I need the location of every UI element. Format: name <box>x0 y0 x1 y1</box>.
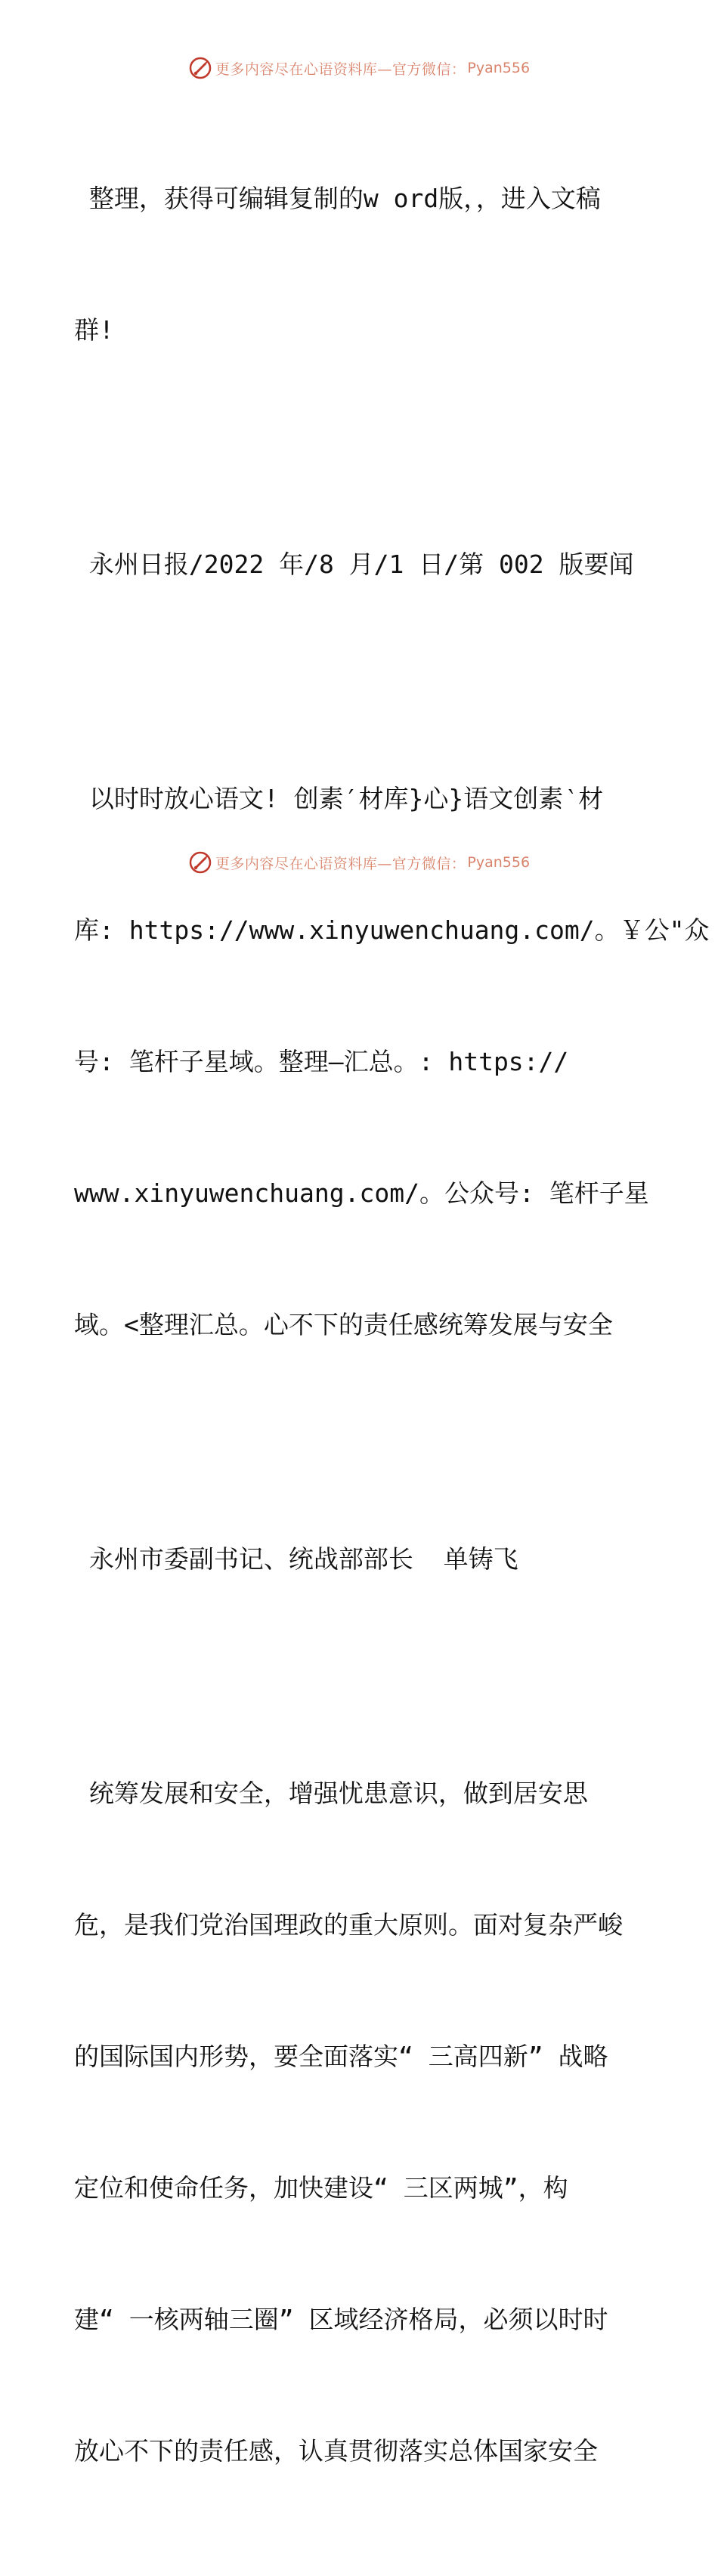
document-body <box>74 89 710 2576</box>
paragraph <box>74 1684 648 2561</box>
text-line: 的国际国内形势，要全面落实“ 三高四新” 战略 <box>74 2042 608 2071</box>
quill-seal-icon <box>188 56 212 80</box>
watermark-text: 更多内容尽在心语资料库—官方微信： <box>215 855 466 872</box>
watermark-contact: Pyan556 <box>467 60 531 76</box>
byline: 永州市委副书记、统战部部长 单铸飞 <box>74 1544 518 1574</box>
dateline: 永州日报/2022 年/8 月/1 日/第 002 版要闻 <box>74 550 634 579</box>
text-line: 整理，获得可编辑复制的w ord版，，进入文稿 <box>74 184 601 213</box>
text-line: 建“ 一核两轴三圈” 区域经济格局，必须以时时 <box>74 2305 608 2334</box>
text-line: 以时时放心语文! 创素′材库}心}语文创素‵材 <box>74 784 604 813</box>
byline-paragraph <box>74 1450 648 1669</box>
text-line: 危，是我们党治国理政的重大原则。面对复杂严峻 <box>74 1910 623 1940</box>
text-line: 定位和使命任务，加快建设“ 三区两城”，构 <box>74 2173 568 2203</box>
dateline-paragraph <box>74 455 648 674</box>
text-line: 号: 笔杆子星域。整理—汇总。: https:// <box>74 1047 569 1076</box>
footer-watermark <box>0 847 718 878</box>
text-line: 群! <box>74 315 114 345</box>
text-line: 放心不下的责任感，认真贯彻落实总体国家安全 <box>74 2436 598 2466</box>
watermark-contact: Pyan556 <box>467 854 531 871</box>
quill-seal-icon <box>188 850 212 875</box>
text-line: 库: https://www.xinyuwenchuang.com/。￥公"众 <box>74 915 710 945</box>
paragraph <box>74 89 648 440</box>
header-watermark <box>0 53 718 83</box>
paragraph <box>74 689 710 1435</box>
watermark-text: 更多内容尽在心语资料库—官方微信： <box>215 60 466 78</box>
text-line: www.xinyuwenchuang.com/。公众号: 笔杆子星 <box>74 1178 649 1208</box>
text-line: 域。<整理汇总。心不下的责任感统筹发展与安全 <box>74 1310 613 1339</box>
text-line: 统筹发展和安全，增强忧患意识，做到居安思 <box>74 1779 588 1808</box>
